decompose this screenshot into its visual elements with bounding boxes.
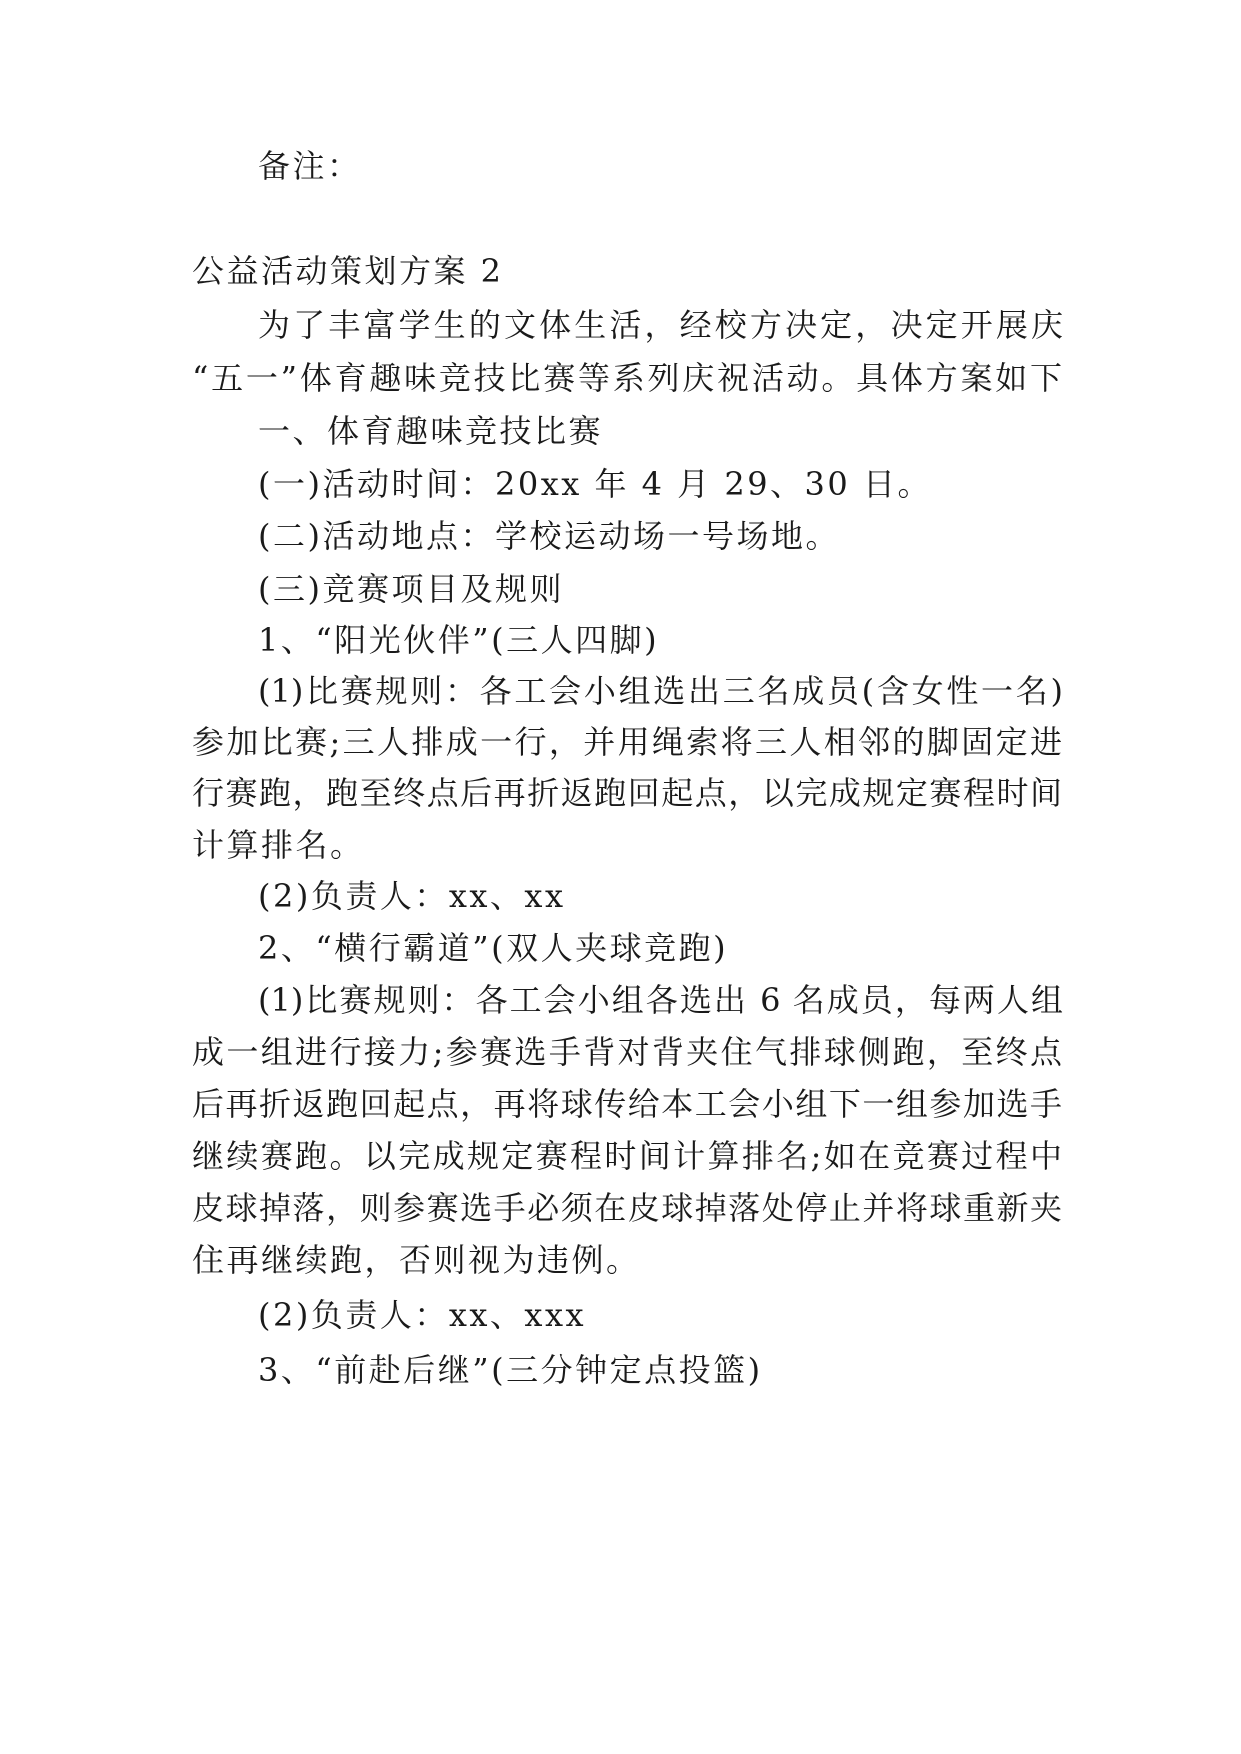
heading-line: 一、体育趣味竞技比赛 bbox=[258, 412, 604, 450]
paragraph-line: 1、“阳光伙伴”(三人四脚) bbox=[258, 621, 660, 659]
paragraph-line: 住再继续跑，否则视为违例。 bbox=[192, 1241, 641, 1279]
paragraph-line: (1)比赛规则：各工会小组各选出 6 名成员，每两人组 bbox=[258, 981, 1063, 1019]
paragraph-line: 2、“横行霸道”(双人夹球竞跑) bbox=[258, 929, 729, 967]
paragraph-line: (一)活动时间：20xx 年 4 月 29、30 日。 bbox=[258, 465, 932, 503]
paragraph-line: (1)比赛规则：各工会小组选出三名成员(含女性一名) bbox=[258, 672, 1063, 710]
paragraph-line: 行赛跑，跑至终点后再折返跑回起点，以完成规定赛程时间 bbox=[192, 774, 1062, 812]
paragraph-line: “五一”体育趣味竞技比赛等系列庆祝活动。具体方案如下 bbox=[192, 359, 1062, 397]
paragraph-line: (三)竞赛项目及规则 bbox=[258, 570, 564, 608]
paragraph-line: 后再折返跑回起点，再将球传给本工会小组下一组参加选手 bbox=[192, 1085, 1062, 1123]
paragraph-line: 为了丰富学生的文体生活，经校方决定，决定开展庆 bbox=[258, 306, 1063, 344]
paragraph-line: 计算排名。 bbox=[192, 826, 365, 864]
paragraph-line: 继续赛跑。以完成规定赛程时间计算排名;如在竞赛过程中 bbox=[192, 1137, 1062, 1175]
section-title: 公益活动策划方案 2 bbox=[192, 252, 504, 290]
heading-line: 3、“前赴后继”(三分钟定点投篮) bbox=[258, 1351, 763, 1389]
paragraph-line: (2)负责人：xx、xxx bbox=[258, 1296, 587, 1334]
note-label: 备注： bbox=[258, 147, 362, 185]
paragraph-line: 皮球掉落，则参赛选手必须在皮球掉落处停止并将球重新夹 bbox=[192, 1189, 1062, 1227]
paragraph-line: 参加比赛;三人排成一行，并用绳索将三人相邻的脚固定进 bbox=[192, 723, 1062, 761]
paragraph-line: 成一组进行接力;参赛选手背对背夹住气排球侧跑，至终点 bbox=[192, 1033, 1062, 1071]
paragraph-line: (2)负责人：xx、xx bbox=[258, 877, 566, 915]
paragraph-line: (二)活动地点：学校运动场一号场地。 bbox=[258, 517, 840, 555]
